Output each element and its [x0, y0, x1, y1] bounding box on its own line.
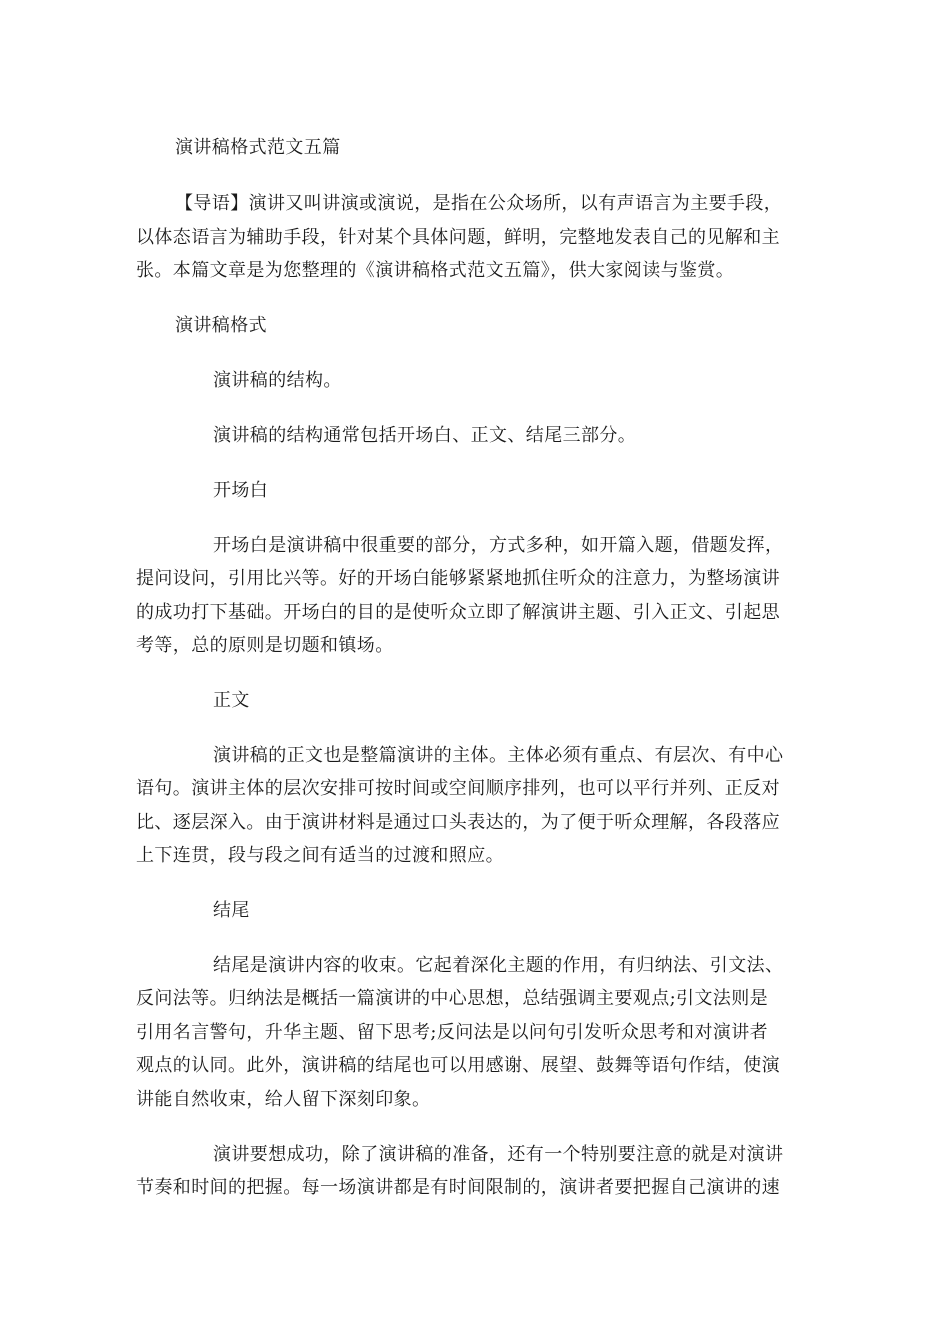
- subheading-body: 正文: [213, 690, 250, 711]
- body-line: 比、逐层深入。由于演讲材料是通过口头表达的，为了便于听众理解，各段落应: [136, 812, 780, 833]
- ending-line: 结尾是演讲内容的收束。它起着深化主题的作用，有归纳法、引文法、: [213, 955, 784, 976]
- intro-line: 以体态语言为辅助手段，针对某个具体问题，鲜明，完整地发表自己的见解和主: [136, 227, 780, 248]
- subheading-ending: 结尾: [213, 900, 250, 921]
- opening-line: 考等，总的原则是切题和镇场。: [136, 635, 394, 656]
- opening-line: 的成功打下基础。开场白的目的是使听众立即了解演讲主题、引入正文、引起思: [136, 602, 780, 623]
- ending-line: 讲能自然收束，给人留下深刻印象。: [136, 1089, 431, 1110]
- intro-line: 张。本篇文章是为您整理的《演讲稿格式范文五篇》，供大家阅读与鉴赏。: [136, 260, 735, 281]
- intro-line: 【导语】演讲又叫讲演或演说，是指在公众场所，以有声语言为主要手段，: [175, 193, 783, 214]
- structure-text: 演讲稿的结构通常包括开场白、正文、结尾三部分。: [213, 425, 637, 446]
- section-heading-format: 演讲稿格式: [175, 315, 267, 336]
- body-line: 语句。演讲主体的层次安排可按时间或空间顺序排列，也可以平行并列、正反对: [136, 778, 780, 799]
- closing-line: 演讲要想成功，除了演讲稿的准备，还有一个特别要注意的就是对演讲: [213, 1144, 784, 1165]
- subheading-opening: 开场白: [213, 480, 269, 501]
- opening-line: 开场白是演讲稿中很重要的部分，方式多种，如开篇入题，借题发挥，: [213, 535, 784, 556]
- opening-line: 提问设问，引用比兴等。好的开场白能够紧紧地抓住听众的注意力，为整场演讲: [136, 568, 780, 589]
- body-line: 演讲稿的正文也是整篇演讲的主体。主体必须有重点、有层次、有中心: [213, 745, 784, 766]
- subheading-structure: 演讲稿的结构。: [213, 370, 342, 391]
- closing-line: 节奏和时间的把握。每一场演讲都是有时间限制的，演讲者要把握自己演讲的速: [136, 1177, 780, 1198]
- ending-line: 反问法等。归纳法是概括一篇演讲的中心思想，总结强调主要观点;引文法则是: [136, 988, 769, 1009]
- body-line: 上下连贯，段与段之间有适当的过渡和照应。: [136, 845, 504, 866]
- ending-line: 观点的认同。此外，演讲稿的结尾也可以用感谢、展望、鼓舞等语句作结，使演: [136, 1055, 780, 1076]
- document-title: 演讲稿格式范文五篇: [175, 137, 341, 158]
- ending-line: 引用名言警句，升华主题、留下思考;反问法是以问句引发听众思考和对演讲者: [136, 1022, 769, 1043]
